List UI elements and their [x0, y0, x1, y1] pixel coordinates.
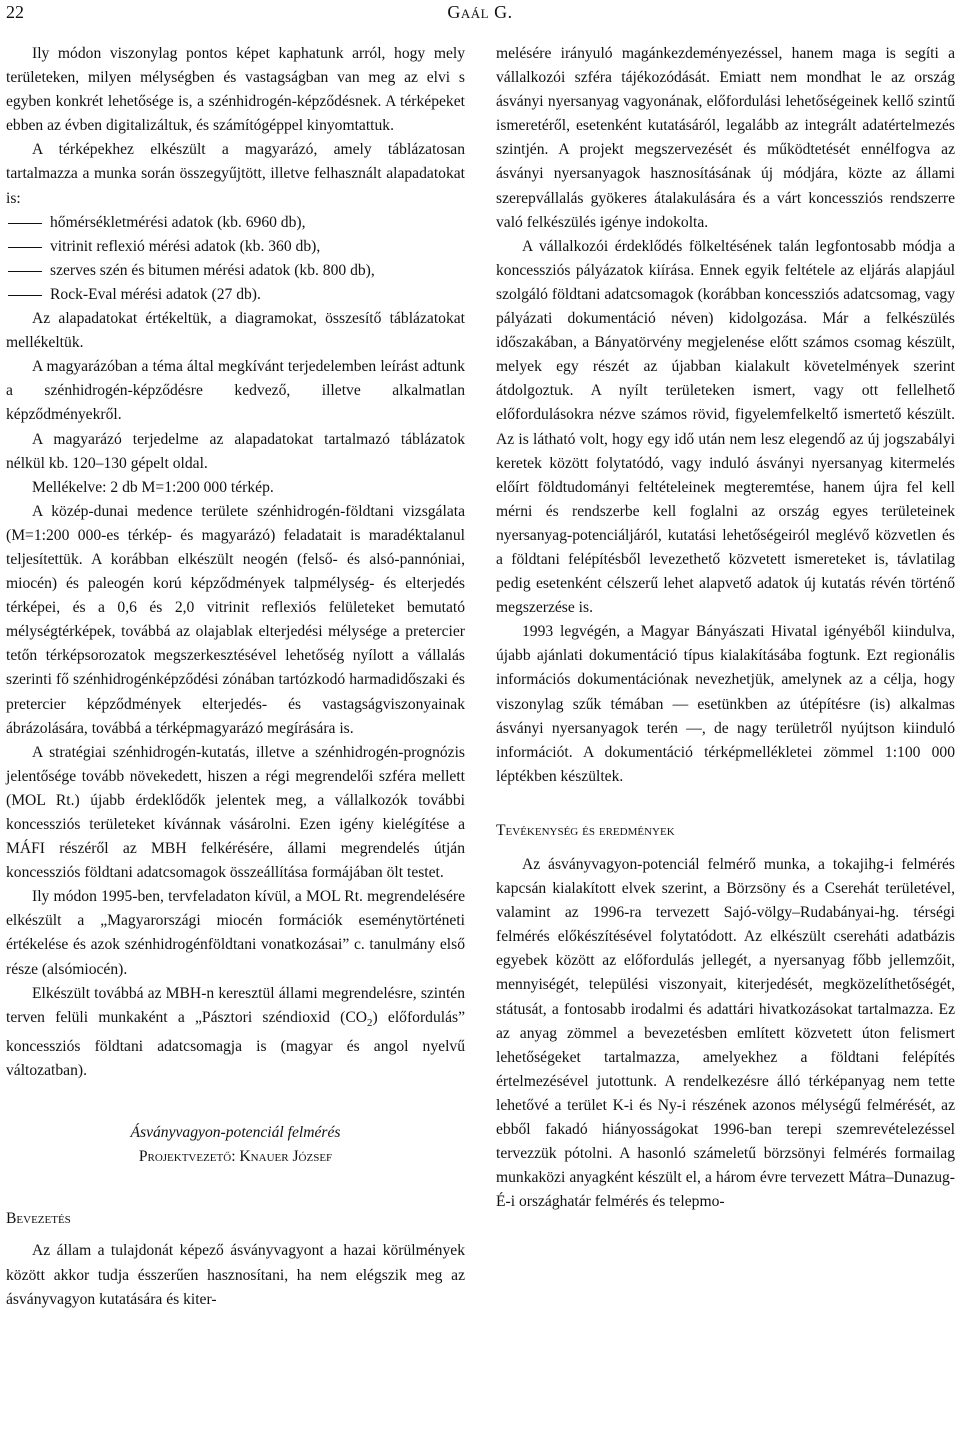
co2-text-after: ) előfordulás” koncessziós földtani adatcsomagja is (magyar és angol nyelvű változatban). — [6, 1008, 465, 1080]
heading-bevezetes: Bevezetés — [6, 1210, 71, 1228]
heading-tevekenyseg: Tevékenység és eredmények — [496, 821, 675, 839]
paragraph: Az alapadatokat értékeltük, a diagramokat, összesítő táblázatokat mellékeltük. — [6, 310, 465, 352]
section-title: Ásványvagyon-potenciál felmérés — [130, 1124, 341, 1142]
paragraph: melésére irányuló magánkezdeményezéssel, hanem maga is segíti a vállalkozói szféra tájékozódását. Emiatt nem mondhat le az ország ásványi nyersanyag vagyonának, előfordulási lehetőségeinek kellő szintű ismeretéről, esetenként kutatásáról, legalább az integrált adatértelmezés szintjén. A projekt megszervezését és működtetését ennélfogva az ásványi nyersanyagok hasznosításának új módjára, közte az állami szerepvállalás gyökeres átalakulására és a várt koncessziós rendszerre való felkészülés igénye indokolta. — [496, 45, 955, 231]
section-author: Projektvezető: Knauer József — [138, 1148, 333, 1166]
dash-bullet — [6, 235, 50, 259]
dash-bullet — [6, 283, 50, 307]
page-header — [0, 0, 960, 40]
running-head: Gaál G. — [447, 2, 513, 22]
paragraph: A vállalkozói érdeklődés fölkeltésének talán legfontosabb módja a koncessziós pályázatok kiírása. Ennek egyik feltétele az eljárás alapjául szolgáló földtani adatcsomagok (korábban koncessziós adatcsomag, vagy pályázati dokumentáció néven) kidolgozása. Már a felkészülés időszakában, a Bányatörvény megjelenése előtt számos csomag készült, melyek egy részét az újabban kialakult követelmények szerint átdolgoztuk. A nyílt területeken ismert, vagy ott fellelhető előfordulásokra nézve számos rövid, figyelemfelkeltő ismertető készült. Az is látható volt, hogy egy idő után nem lesz elegendő az új jogszabályi keretek között folytatódó, vagy induló ásványi nyersanyag kitermelés előírt földtudományi feltételeinek megteremtése, hanem újra fel kell mérni és rendszerbe kell foglalni az ország egyes területeinek nyersanyag-potenciáljáról, kutatási lehetőségeiról meglévő közvetlen és a földtani felépítésből levezethető közvetett ismereteket is, távlatilag pedig esetenként célszerű lehet alapvető adatok új kutatás révén történő megszerzése is. — [496, 237, 955, 617]
list-item-text: vitrinit reflexió mérési adatok (kb. 360 db), — [50, 237, 321, 255]
paragraph: A közép-dunai medence területe szénhidrogén-földtani vizsgálata (M=1:200 000-es térkép- és magyarázó) feladatait is maradéktalanul teljesítettük. A korábban elkészült neogén (felső- és alsó-pannóniai, miocén) és paleogén korú képződmények talpmélység- és elterjedés térképei, és a 0,6 és 2,0 vitrinit reflexiós felületeket bemutató mélységtérképek, továbbá az olajablak elterjedési mélysége a pretercier tetőn térképsorozatok megszerkesztésével lehetőség nyílott a vállalás szerinti fő szénhidrogénképződési zónában tartózkodó harmadidőszaki és pretercier képződmények elterjedés- és vastagságviszonyainak ábrázolására, továbbá a térképmagyarázó megírására is. — [6, 502, 465, 737]
list-item — [6, 283, 465, 307]
paragraph: Ily módon 1995-ben, tervfeladaton kívül, a MOL Rt. megrendelésére elkészült a „Magyarországi miocén formációk eseménytörténeti értékelése és azok szénhidrogénföldtani vonatkozásai” c. tanulmány első része (alsómiocén). — [6, 888, 465, 978]
left-column — [6, 42, 465, 1312]
co2-subscript: 2 — [367, 1016, 373, 1029]
paragraph: Az állam a tulajdonát képező ásványvagyont a hazai körülmények között akkor tudja ésszerűen hasznosítani, ha nem elégszik meg az ásványvagyon kutatására és kiter- — [6, 1242, 465, 1308]
paragraph: Mellékelve: 2 db M=1:200 000 térkép. — [32, 478, 274, 496]
data-list — [6, 211, 465, 307]
paragraph: A magyarázóban a téma által megkívánt terjedelemben leírást adtunk a szénhidrogén-képződésre kedvező, illetve alkalmatlan képződményekről. — [6, 358, 465, 424]
dash-bullet — [6, 211, 50, 235]
paragraph: Az ásványvagyon-potenciál felmérő munka, a tokajihg-i felmérés kapcsán kialakított elvek szerint, a Börzsöny és a Cserehát területével, valamint az 1996-ra tervezett Sajó-völgy–Rudabányai-hg. térségi felmérés előkészítésével folytatódott. Az elkészült csereháti adatbázis egyebek között az előfordulás jellegét, a nyersanyag főbb jellemzőit, mennyiségét, települési viszonyait, kiterjedését, megközelíthetőségét, státusát, a fontosabb irodalmi és adattári hivatkozásokat tartalmazza. Ez az anyag zömmel a bevezetésben említett közvetett úton felismert lehetőségeket tartalmazza, amelyekhez a földtani felépítés értelmezésével jutottunk. A rendelkezésre álló térképanyag nem tette lehetővé a terület K-i és Ny-i részének azonos mélységű felmérését, az ebből fakadó hiányosságokat 1996-ban terepi szemrevételezéssel tervezzük pótolni. A hasonló számeletű börzsönyi felmérés formailag munkaközi anyagként készült el, a három évre tervezett Mátra–Dunazug-É-i országhatár felmérés és telepmo- — [496, 856, 955, 1211]
paragraph: Ily módon viszonylag pontos képet kaphatunk arról, hogy mely területeken, milyen mélységben és vastagságban van meg az elvi s egyben konkrét lehetősége is, a szénhidrogén-képződésnek. A térképeket ebben az évben digitalizáltuk, és számítógéppel kinyomtattuk. — [6, 45, 465, 135]
list-item — [6, 235, 465, 259]
paragraph: A stratégiai szénhidrogén-kutatás, illetve a szénhidrogén-prognózis jelentősége tovább növekedett, hiszen a régi megrendelői szféra mellett (MOL Rt.) újabb érdeklődők jelentek meg, a vállalkozók további koncessziós területeket kívánnak vásárolni. Ezen igény kielégítése a MÁFI részéről az MBH felkérésére, állami megrendelés útján koncessziós földtani adatcsomagok összeállítása formájában ölt testet. — [6, 743, 465, 882]
list-item-text: szerves szén és bitumen mérési adatok (kb. 800 db), — [50, 261, 375, 279]
right-column — [496, 42, 955, 1214]
list-item — [6, 259, 465, 283]
paragraph: A térképekhez elkészült a magyarázó, amely táblázatosan tartalmazza a munka során összegyűjtött, illetve felhasznált alapadatokat is: — [6, 141, 465, 207]
list-item — [6, 211, 465, 235]
paragraph: A magyarázó terjedelme az alapadatokat tartalmazó táblázatok nélkül kb. 120–130 gépelt oldal. — [6, 430, 465, 472]
paragraph-co2 — [6, 982, 465, 1083]
list-item-text: Rock-Eval mérési adatok (27 db). — [50, 285, 261, 303]
paragraph: 1993 legvégén, a Magyar Bányászati Hivatal igényéből kiindulva, újabb ajánlati dokumentáció típus kialakításába fogtunk. Ezt regionális információs dokumentációnak nevezhetjük, amelynek az a célja, hogy viszonylag szűk témában — esetünkben az útépítésre (is) alkalmas ásványi nyersanyagok terén —, de nagy területről nyújtson kiinduló információt. A dokumentáció térképmellékletei zömmel 1:100 000 léptékben készültek. — [496, 623, 955, 785]
dash-bullet — [6, 259, 50, 283]
page-number: 22 — [6, 2, 24, 22]
list-item-text: hőmérsékletmérési adatok (kb. 6960 db), — [50, 213, 306, 231]
co2-text-before: Elkészült továbbá az MBH-n keresztül állami megrendelésre, szintén terven felüli munkaként a „Pásztori széndioxid (CO — [6, 984, 465, 1026]
